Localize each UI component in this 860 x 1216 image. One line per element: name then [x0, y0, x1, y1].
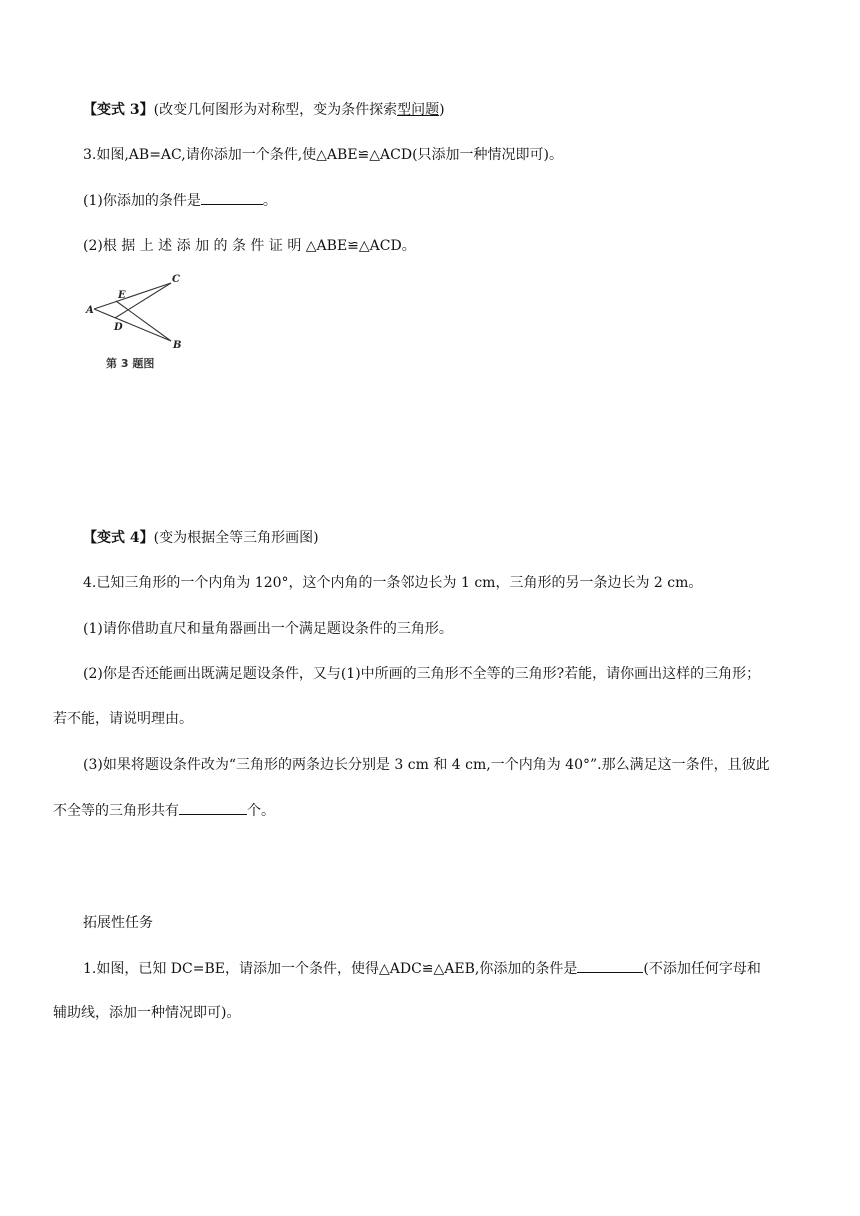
extension-question-line1 [83, 958, 761, 979]
variant3-tag: 【变式 3】 [83, 102, 154, 118]
variant4-question: 4.已知三角形的一个内角为 120°，这个内角的一条邻边长为 1 cm，三角形的另一条边长为 2 cm。 [83, 575, 703, 591]
variant3-heading [83, 100, 445, 120]
label-d: D [114, 322, 123, 333]
triangle-figure [84, 270, 194, 355]
variant4-desc: (变为根据全等三角形画图) [153, 530, 319, 546]
answer-blank[interactable] [201, 190, 263, 205]
variant3-part2: (2)根 据 上 述 添 加 的 条 件 证 明 △ABE≌△ACD。 [83, 238, 416, 254]
label-a: A [86, 305, 94, 316]
label-e: E [118, 290, 126, 301]
extension-question-note: (不添加任何字母和 [643, 961, 761, 977]
variant3-part1-end: 。 [262, 193, 277, 209]
label-c: C [172, 274, 180, 285]
extension-title: 拓展性任务 [83, 915, 153, 931]
variant4-part2-line2: 若不能，请说明理由。 [53, 711, 193, 727]
segment-ab [94, 309, 171, 341]
variant4-part3-end: 个。 [247, 803, 275, 819]
variant4-part2-line1: (2)你是否还能画出既满足题设条件，又与(1)中所画的三角形不全等的三角形?若能，请你画出这样的三角形； [83, 666, 761, 682]
answer-blank[interactable] [179, 800, 247, 815]
variant3-part1 [83, 190, 277, 211]
variant3-desc-b: ) [439, 102, 445, 118]
variant3-desc-underlined: 型问题 [397, 102, 440, 118]
variant4-part1: (1)请你借助直尺和量角器画出一个满足题设条件的三角形。 [83, 621, 453, 637]
variant4-part3-line1: (3)如果将题设条件改为“三角形的两条边长分别是 3 cm 和 4 cm,一个内角为 40°”.那么满足这一条件，且彼此 [83, 757, 770, 773]
figure-caption: 第 3 题图 [106, 357, 155, 370]
variant4-part3-text: 不全等的三角形共有 [53, 803, 179, 819]
variant3-desc-a: (改变几何图形为对称型，变为条件探索 [153, 102, 398, 118]
variant3-part1-text: (1)你添加的条件是 [83, 193, 201, 209]
variant3-question: 3.如图,AB=AC,请你添加一个条件,使△ABE≌△ACD(只添加一种情况即可)。 [83, 147, 564, 163]
answer-blank[interactable] [577, 958, 643, 973]
segment-ac [94, 283, 171, 309]
variant4-part3-line2 [53, 800, 275, 821]
variant4-heading [83, 528, 319, 548]
variant4-tag: 【变式 4】 [83, 530, 154, 546]
extension-question-text: 1.如图，已知 DC=BE，请添加一个条件，使得△ADC≌△AEB,你添加的条件是 [83, 961, 578, 977]
label-b: B [173, 340, 182, 351]
extension-question-line2: 辅助线，添加一种情况即可)。 [53, 1005, 241, 1021]
